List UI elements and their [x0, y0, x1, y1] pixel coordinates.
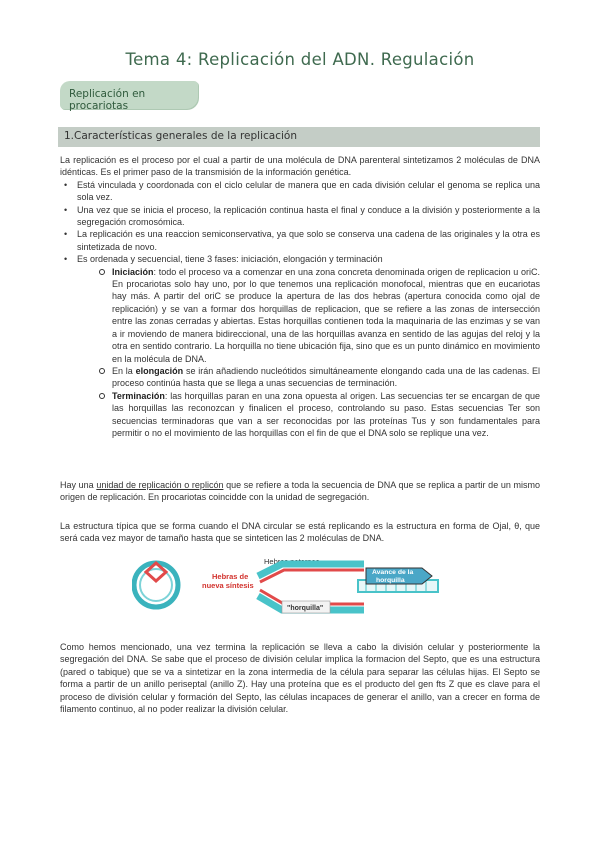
phase-item-elongation [77, 365, 540, 390]
new-strand-top [260, 570, 364, 582]
phase-item-termination [77, 390, 540, 440]
list-item-text: Es ordenada y secuencial, tiene 3 fases: iniciación, elongación y terminación [77, 254, 383, 265]
replication-fork-figure [132, 553, 472, 623]
list-item: • Una vez que se inicia el proceso, la replicación continua hasta el final y conduce a la división y posteriormente a la segregación cromosómica. [60, 204, 540, 229]
feature-list [60, 179, 540, 440]
section-tag [60, 81, 198, 112]
phase-item-initiation [77, 266, 540, 365]
replicon-term: unidad de replicación o replicón [96, 480, 224, 490]
replicon-after: que se refiere a toda la secuencia de DNA que se replica a partir de un mismo origen de replicación. En procariotas coincidde con la unidad de segregación. [60, 480, 540, 503]
phase-term: elongación [135, 365, 184, 376]
intro-paragraph: La replicación es el proceso por el cual a partir de una molécula de DNA parenteral sintetizamos 2 moléculas de DNA idénticas. Es el primer paso de la transmisión de la información genética. [60, 155, 540, 178]
theta-ring-inner [140, 569, 172, 601]
ojal-paragraph: La estructura típica que se forma cuando el DNA circular se está replicando es la estructura en forma de Ojal, θ, que será cada vez mayor de tamaño hasta que se sinteticen las 2 moléculas de DNA. [60, 521, 540, 544]
phase-text: : las horquillas paran en una zona opuesta al origen. Las secuencias ter se encargan de que las horquillas las reconozcan y finalicen el proceso, controlando su paso. Estas secuencias Ter son secuencias terminadoras que van a ser reconocidas por las proteínas Tus y son fundamentales para permitir o no el movimiento de las horquillas con el fin de que el DNA solo se replique una vez. [112, 390, 540, 438]
list-item: • La replicación es una reaccion semiconservativa, ya que solo se conserva una cadena de las originales y la otra es sintetizada de novo. [60, 228, 540, 253]
phase-term: Iniciación [112, 266, 154, 277]
label-parental: Hebras paternas [264, 557, 320, 566]
phase-text: se irán añadiendo nucleótidos simultáneamente elongando cada una de las cadenas. El proceso continúa hasta que se llega a unas secuencias de terminación. [112, 365, 541, 389]
section-heading [58, 127, 540, 147]
label-fork: "horquilla" [287, 605, 324, 612]
final-paragraph: Como hemos mencionado, una vez termina la replicación se lleva a cabo la división celular y posteriormente la segregación del DNA. Se sabe que el proceso de división celular implica la formacion del Septo, que es una estructura (pared o tabique) que se va a sintetizar en la zona intermedia de la célula para separar las células hijas. El Septo se forma a partir de un anillo periseptal (anillo Z). Hay una proteína que es el producto del gen fts Z que es clave para el proceso de división celular y formación del Septo, las células incapaces de generar el anillo, van a crecer en forma de filamento continuo, al no poder realizar la división celular. [60, 642, 540, 715]
page-title: Tema 4: Replicación del ADN. Regulación [125, 50, 475, 69]
label-advance: Avance de la horquilla [372, 569, 414, 584]
section-tag-label: Replicación en procariotas [69, 88, 146, 112]
phase-prefix: En la [112, 365, 136, 376]
phase-list [77, 266, 540, 440]
phase-term: Terminación [112, 390, 165, 401]
list-item [60, 253, 540, 439]
replicon-before: Hay una [60, 480, 97, 490]
body-main [60, 154, 540, 439]
label-new: Hebras de nueva síntesis [202, 572, 254, 590]
list-item: • Está vinculada y coordonada con el ciclo celular de manera que en cada división celular el genoma se replica una sola vez. [60, 179, 540, 204]
section-heading-label: 1.Características generales de la replicación [64, 130, 297, 142]
replicon-paragraph [60, 479, 540, 504]
phase-text: : todo el proceso va a comenzar en una zona concreta denominada origen de replicacion u oriC. En procariotas solo hay uno, por lo que tenemos una replicación monofocal, mientras que en eucariotas hay más. A partir del oriC se produce la apertura de las dos hebras (apertura conocida como ojal de replicación) y se van a formar dos horquillas de replicacion, que se refiere a las zonas de intersección entre las zonas cerradas y abiertas. Estas horquillas contienen toda la maquinaria de las enzimas y se van a ir moviendo de manera bidireccional, una de las horquillas avanza en sentido de las agujas del reloj y la otra en sentido contrario. La horquilla no tiene ubicación fija, sino que es un punto dinámico en movimiento en la molécula de DNA. [112, 266, 540, 364]
